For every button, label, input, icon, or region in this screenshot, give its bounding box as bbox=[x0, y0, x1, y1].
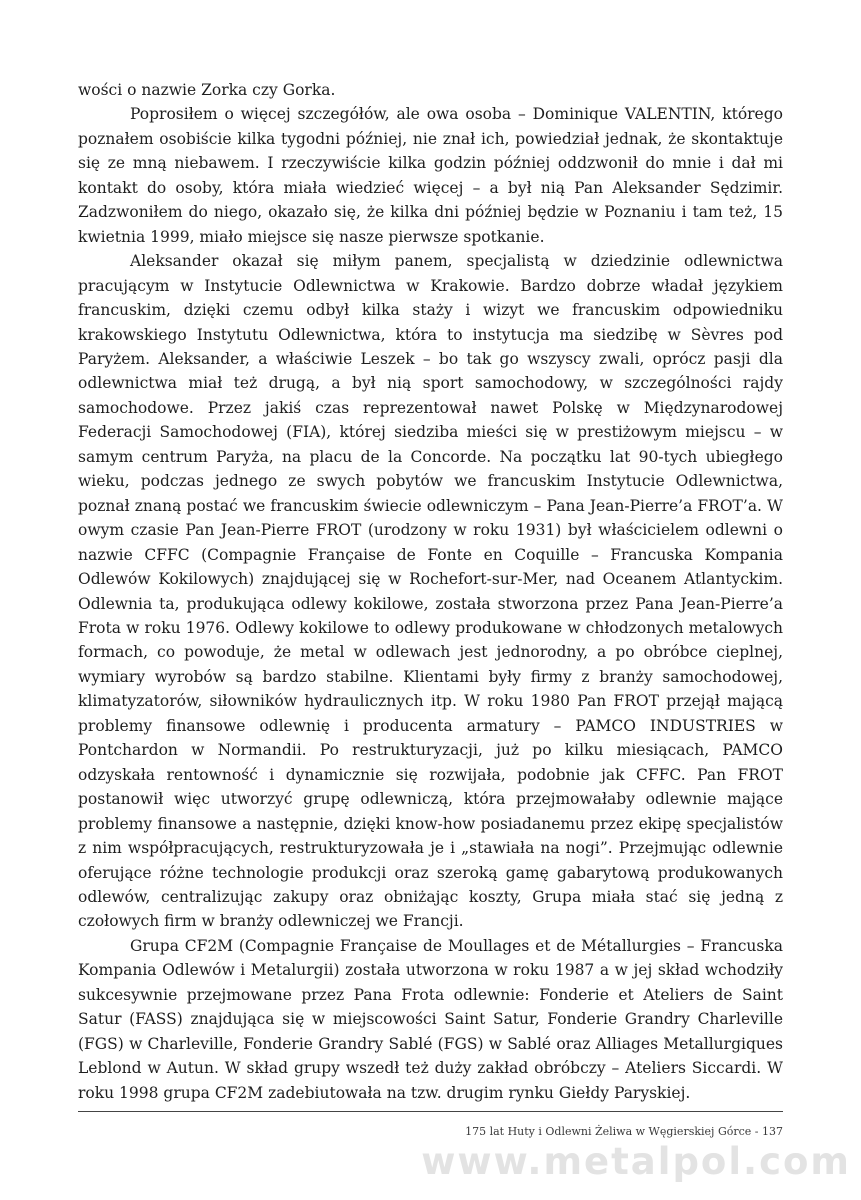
paragraph-continuation: wości o nazwie Zorka czy Gorka. bbox=[78, 81, 336, 99]
page-footer: 175 lat Huty i Odlewni Żeliwa w Węgierskiej Górce - 137 bbox=[465, 1125, 783, 1138]
paragraph: Aleksander okazał się miłym panem, specjalistą w dziedzinie odlewnictwa pracującym w Instytucie Odlewnictwa w Krakowie. Bardzo dobrze władał językiem francuskim, dzięki czemu odbył kilka staży i wizyt we francuskim odpowiedniku krakowskiego Instytutu Odlewnictwa, która to instytucja ma siedzibę w Sèvres pod Paryżem. Aleksander, a właściwie Leszek – bo tak go wszyscy zwali, oprócz pasji dla odlewnictwa miał też drugą, a był nią sport samochodowy, w szczególności rajdy samochodowe. Przez jakiś czas reprezentował nawet Polskę w Międzynarodowej Federacji Samochodowej (FIA), której siedziba mieści się w prestiżowym miejscu – w samym centrum Paryża, na placu de la Concorde. Na początku lat 90-tych ubiegłego wieku, podczas jednego ze swych pobytów we francuskim Instytucie Odlewnictwa, poznał znaną postać we francuskim świecie odlewniczym – Pana Jean-Pierre’a FROT’a. W owym czasie Pan Jean-Pierre FROT (urodzony w roku 1931) był właścicielem odlewni o nazwie CFFC (Compagnie Française de Fonte en Coquille – Francuska Kompania Odlewów Kokilowych) znajdującej się w Rochefort-sur-Mer, nad Oceanem Atlantyckim. Odlewnia ta, produkująca odlewy kokilowe, została stworzona przez Pana Jean-Pierre’a Frota w roku 1976. Odlewy kokilowe to odlewy produkowane w chłodzonych metalowych formach, co powoduje, że metal w odlewach jest jednorodny, a po obróbce cieplnej, wymiary wyrobów są bardzo stabilne. Klientami były firmy z branży samochodowej, klimatyzatorów, siłowników hydraulicznych itp. W roku 1980 Pan FROT przejął mającą problemy finansowe odlewnię i producenta armatury – PAMCO INDUSTRIES w Pontchardon w Normandii. Po restrukturyzacji, już po kilku miesiącach, PAMCO odzyskała rentowność i dynamicznie się rozwijała, podobnie jak CFFC. Pan FROT postanowił więc utworzyć grupę odlewniczą, która przejmowałaby odlewnie mające problemy finansowe a następnie, dzięki know-how posiadanemu przez ekipę specjalistów z nim współpracujących, restrukturyzowała je i „stawiała na nogi”. Przejmując odlewnie oferujące różne technologie produkcji oraz szeroką gamę gabarytową produkowanych odlewów, centralizując zakupy oraz obniżając koszty, Grupa miała stać się jedną z czołowych firm w branży odlewniczej we Francji. bbox=[78, 252, 783, 931]
body-text bbox=[78, 78, 783, 1105]
paragraph: Poprosiłem o więcej szczegółów, ale owa osoba – Dominique VALENTIN, którego poznałem osobiście kilka tygodni później, nie znał ich, powiedział jednak, że skontaktuje się ze mną niebawem. I rzeczywiście kilka godzin później oddzwonił do mnie i dał mi kontakt do osoby, która miała wiedzieć więcej – a był nią Pan Aleksander Sędzimir. Zadzwoniłem do niego, okazało się, że kilka dni później będzie w Poznaniu i tam też, 15 kwietnia 1999, miało miejsce się nasze pierwsze spotkanie. bbox=[78, 105, 783, 246]
paragraph: Grupa CF2M (Compagnie Française de Moullages et de Métallurgies – Francuska Kompania Odlewów i Metalurgii) została utworzona w roku 1987 a w jej skład wchodziły sukcesywnie przejmowane przez Pana Frota odlewnie: Fonderie et Ateliers de Saint Satur (FASS) znajdująca się w miejscowości Saint Satur, Fonderie Grandry Charleville (FGS) w Charleville, Fonderie Grandry Sablé (FGS) w Sablé oraz Alliages Metallurgiques Leblond w Autun. W skład grupy wszedł też duży zakład obróbczy – Ateliers Siccardi. W roku 1998 grupa CF2M zadebiutowała na tzw. drugim rynku Giełdy Paryskiej. bbox=[78, 936, 783, 1102]
footer-divider bbox=[78, 1111, 783, 1112]
watermark: www.metalpol.com bbox=[421, 1140, 851, 1183]
